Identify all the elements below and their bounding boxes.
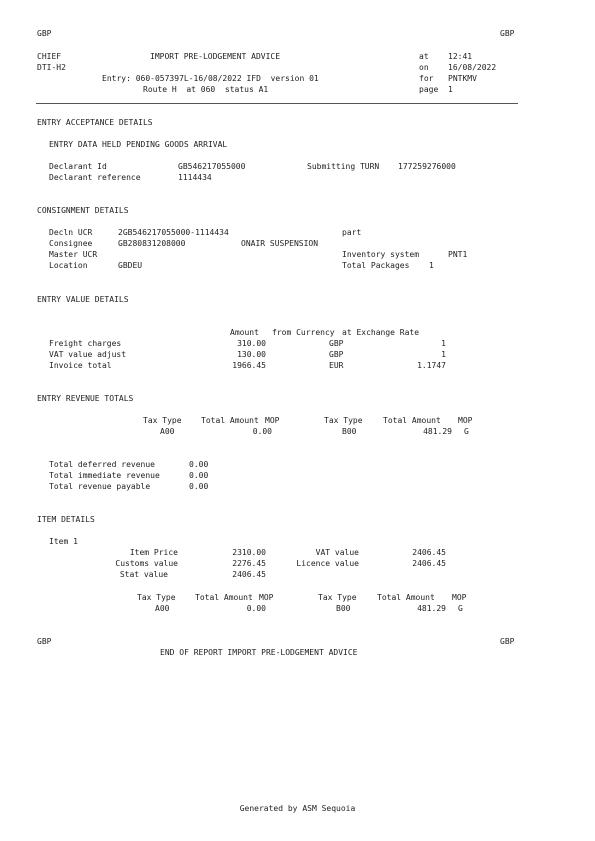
item-label: Item 1	[49, 537, 78, 546]
on-label: on	[419, 63, 429, 72]
report-date: 16/08/2022	[448, 63, 497, 72]
at-label: at	[419, 52, 429, 61]
col-mop: MOP	[259, 593, 274, 602]
section-heading: ENTRY ACCEPTANCE DETAILS	[37, 118, 153, 127]
entry-reference: Entry: 060-057397L-16/08/2022 IFD version 01	[102, 74, 319, 83]
part-label: part	[342, 228, 362, 237]
currency-corner-right: GBP	[500, 29, 515, 38]
tax-mop: G	[464, 427, 469, 436]
row-label: Invoice total	[49, 361, 112, 370]
col-from-currency: from Currency	[272, 328, 335, 337]
declarant-reference-label: Declarant reference	[49, 173, 141, 182]
location-label: Location	[49, 261, 88, 270]
acceptance-status: ENTRY DATA HELD PENDING GOODS ARRIVAL	[49, 140, 228, 149]
row-currency: EUR	[329, 361, 344, 370]
col-tax-type: Tax Type	[137, 593, 176, 602]
col-mop: MOP	[458, 416, 473, 425]
row-label: Freight charges	[49, 339, 122, 348]
master-ucr-label: Master UCR	[49, 250, 98, 259]
report-time: 12:41	[448, 52, 473, 61]
row-currency: GBP	[329, 339, 344, 348]
total-value: 0.00	[189, 482, 209, 491]
page-label: page	[419, 85, 439, 94]
location: GBDEU	[118, 261, 143, 270]
inventory-system: PNT1	[448, 250, 468, 259]
customs-value: 2276.45	[232, 559, 266, 568]
tax-amount: 481.29	[417, 604, 446, 613]
stat-value: 2406.45	[232, 570, 266, 579]
col-mop: MOP	[452, 593, 467, 602]
row-amount: 310.00	[237, 339, 266, 348]
system-name: CHIEF	[37, 52, 62, 61]
col-tax-type: Tax Type	[324, 416, 363, 425]
row-amount: 1966.45	[232, 361, 266, 370]
total-packages: 1	[429, 261, 434, 270]
vat-value: 2406.45	[412, 548, 446, 557]
col-tax-type: Tax Type	[143, 416, 182, 425]
header-divider	[36, 103, 518, 104]
section-heading: ITEM DETAILS	[37, 515, 95, 524]
total-packages-label: Total Packages	[342, 261, 410, 270]
tax-amount: 481.29	[423, 427, 452, 436]
for-value: PNTKMV	[448, 74, 477, 83]
tax-type: A00	[160, 427, 175, 436]
end-of-report-text: END OF REPORT IMPORT PRE-LODGEMENT ADVICE	[160, 648, 358, 657]
row-amount: 130.00	[237, 350, 266, 359]
declarant-id-label: Declarant Id	[49, 162, 107, 171]
declarant-reference: 1114434	[178, 173, 212, 182]
for-label: for	[419, 74, 434, 83]
consignee-name: ONAIR SUSPENSION	[241, 239, 319, 248]
col-total-amount: Total Amount	[383, 416, 441, 425]
page-footer: Generated by ASM Sequoia	[239, 804, 356, 813]
decln-ucr-label: Decln UCR	[49, 228, 93, 237]
col-total-amount: Total Amount	[377, 593, 435, 602]
terminal-id: DTI-H2	[37, 63, 66, 72]
consignee-label: Consignee	[49, 239, 93, 248]
row-currency: GBP	[329, 350, 344, 359]
col-amount: Amount	[230, 328, 259, 337]
currency-corner-left: GBP	[37, 637, 52, 646]
total-value: 0.00	[189, 471, 209, 480]
total-value: 0.00	[189, 460, 209, 469]
section-heading: ENTRY REVENUE TOTALS	[37, 394, 134, 403]
col-total-amount: Total Amount	[195, 593, 253, 602]
col-mop: MOP	[265, 416, 280, 425]
total-label: Total revenue payable	[49, 482, 151, 491]
inventory-system-label: Inventory system	[342, 250, 420, 259]
submitting-turn-label: Submitting TURN	[307, 162, 380, 171]
row-rate: 1.1747	[417, 361, 446, 370]
tax-amount: 0.00	[246, 604, 266, 613]
consignee-id: GB280831208000	[118, 239, 186, 248]
row-rate: 1	[441, 350, 446, 359]
row-label: VAT value adjust	[49, 350, 127, 359]
section-heading: CONSIGNMENT DETAILS	[37, 206, 129, 215]
route-status: Route H at 060 status A1	[143, 85, 269, 94]
page-number: 1	[448, 85, 453, 94]
currency-corner-left: GBP	[37, 29, 52, 38]
tax-amount: 0.00	[252, 427, 272, 436]
licence-value-label: Licence value	[296, 559, 359, 568]
item-price: 2310.00	[232, 548, 266, 557]
currency-corner-right: GBP	[500, 637, 515, 646]
total-label: Total deferred revenue	[49, 460, 155, 469]
section-heading: ENTRY VALUE DETAILS	[37, 295, 129, 304]
declarant-id: GB546217055000	[178, 162, 246, 171]
decln-ucr: 2GB546217055000-1114434	[118, 228, 229, 237]
item-price-label: Item Price	[129, 548, 178, 557]
tax-mop: G	[458, 604, 463, 613]
tax-type: B00	[336, 604, 351, 613]
customs-value-label: Customs value	[115, 559, 178, 568]
col-tax-type: Tax Type	[318, 593, 357, 602]
vat-value-label: VAT value	[315, 548, 359, 557]
report-title: IMPORT PRE-LODGEMENT ADVICE	[150, 52, 281, 61]
submitting-turn: 177259276000	[398, 162, 456, 171]
tax-type: B00	[342, 427, 357, 436]
licence-value: 2406.45	[412, 559, 446, 568]
row-rate: 1	[441, 339, 446, 348]
col-total-amount: Total Amount	[201, 416, 259, 425]
col-exchange-rate: at Exchange Rate	[342, 328, 420, 337]
stat-value-label: Stat value	[119, 570, 168, 579]
total-label: Total immediate revenue	[49, 471, 160, 480]
tax-type: A00	[155, 604, 170, 613]
